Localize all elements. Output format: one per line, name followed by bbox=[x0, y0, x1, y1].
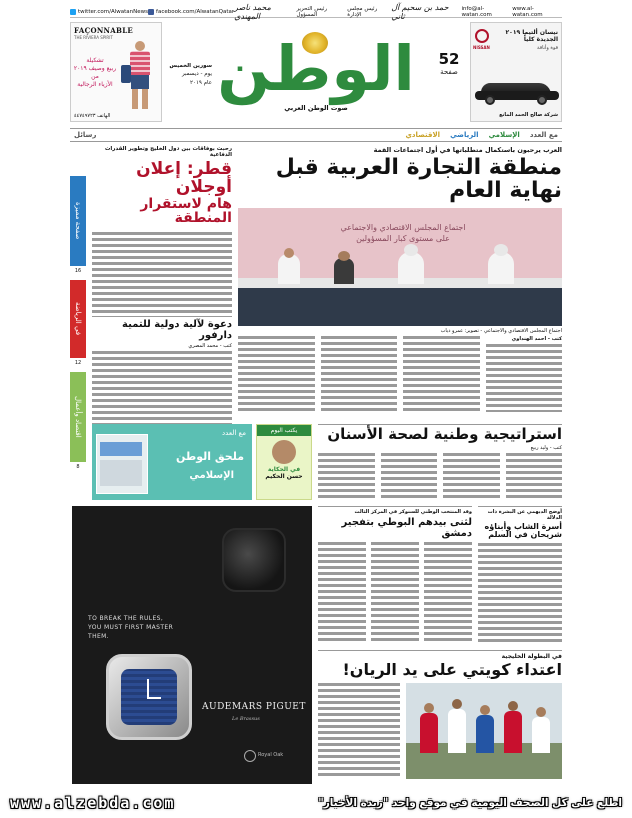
side-tabs bbox=[70, 176, 88, 506]
side-tab-sports[interactable]: في الرياضة bbox=[70, 280, 86, 358]
edition-box: سورين الخميس يوم - ديسمبر عام ٢٠١٩ bbox=[169, 63, 212, 86]
writer-name: حسن الحكيم bbox=[265, 473, 303, 480]
side-story-headline-2: هام لاستقرار المنطقة bbox=[140, 195, 232, 227]
side-story-kicker: رحبت بوفاقات بين دول الخليج وتطوير القدرات الدفاعية bbox=[104, 146, 232, 158]
main-story-byline: كتب - أحمد الهنداوي bbox=[511, 336, 562, 343]
audemars-piguet-ad[interactable] bbox=[72, 506, 312, 784]
pages-label: صفحة bbox=[440, 68, 458, 76]
nissan-footer: شركة صالح الحمد المانع bbox=[499, 112, 558, 118]
nav-label: مع العدد bbox=[529, 131, 558, 139]
main-story-headline: منطقة التجارة العربية قبل نهاية العام bbox=[275, 155, 562, 204]
ad-slogan: TO BREAK THE RULES, YOU MUST FIRST MASTER THEM. bbox=[88, 615, 174, 640]
abduct-story bbox=[478, 506, 562, 644]
faconnable-ad[interactable] bbox=[70, 22, 162, 122]
twitter-link[interactable]: twitter.com/AlwatanNews bbox=[70, 9, 148, 15]
abduct-kicker: أوضح الديهمي عن البشرة ذات الدلالة bbox=[487, 509, 562, 521]
main-story-kicker: العرب يرحبون باستكمال متطلباتها في أول اجتماعات القمة bbox=[373, 146, 562, 154]
facebook-icon bbox=[148, 9, 154, 15]
side-story bbox=[92, 146, 232, 436]
dealer-logo-icon bbox=[244, 750, 256, 762]
side-story-byline: كتب - محمد المصري bbox=[188, 343, 232, 350]
footer-website[interactable]: www.alzebda.com bbox=[10, 794, 176, 812]
main-story bbox=[238, 146, 562, 416]
watch-photo bbox=[106, 654, 192, 740]
sports-photo bbox=[406, 683, 562, 779]
islamic-title: ملحق الوطن bbox=[175, 450, 244, 463]
dental-story bbox=[318, 424, 562, 500]
ad-brand-location: Le Brassus bbox=[232, 716, 260, 722]
nissan-logo-icon bbox=[475, 29, 489, 43]
writer-label: يكتب اليوم bbox=[257, 425, 311, 436]
ad-brand: FAÇONNABLE bbox=[74, 26, 134, 35]
dental-headline: استراتيجية وطنية لصحة الأسنان bbox=[327, 425, 562, 443]
nav-letters[interactable]: رسائل bbox=[74, 131, 97, 139]
nissan-ad[interactable] bbox=[470, 22, 562, 122]
sports-kicker: في البطولة الخليجية bbox=[501, 653, 562, 660]
side-tab-featured-page: 16 bbox=[74, 268, 82, 274]
founder-name: حمد بن سحيم آل ثاني bbox=[391, 2, 449, 21]
dental-byline: كتب - وليد ربيع bbox=[530, 444, 562, 451]
website-link[interactable]: www.al-watan.com bbox=[512, 5, 543, 18]
ad-phone: الهاتف ٤٤٧٤٩٧٢٣ bbox=[74, 113, 111, 119]
watch-dark-icon bbox=[222, 528, 286, 592]
pages-count: 52 bbox=[438, 50, 460, 68]
editor-label: رئيس التحرير المسؤول bbox=[296, 5, 328, 18]
main-story-body bbox=[238, 336, 562, 412]
writer-promo[interactable] bbox=[256, 424, 312, 500]
facebook-link[interactable]: facebook.com/AlwatanQatar bbox=[148, 9, 234, 15]
email-link[interactable]: info@al-watan.com bbox=[461, 5, 492, 18]
twitter-icon bbox=[70, 9, 76, 15]
sports-headline: اعتداء كويتي على يد الريان! bbox=[342, 660, 562, 679]
conference-photo bbox=[238, 208, 562, 326]
abduct-headline: أسرة الشاب وأبناؤه bbox=[484, 522, 562, 531]
writer-photo bbox=[272, 440, 296, 464]
side-tab-featured[interactable]: صفحة مميزة bbox=[70, 176, 86, 266]
footer-banner bbox=[0, 790, 632, 816]
islamic-sub: الإسلامي bbox=[189, 470, 234, 481]
car-photo bbox=[475, 79, 559, 105]
logo bbox=[206, 32, 426, 112]
logo-title: الوطن bbox=[217, 32, 415, 105]
footer-message: اطلع على كل الصحف اليومية في موقع واحد "زبدة الأخبار" bbox=[318, 797, 622, 809]
loss-story bbox=[318, 506, 472, 644]
ad-brand-sub: THE RIVIERA SPIRIT bbox=[74, 35, 113, 40]
nissan-sub: قوة وأناقة bbox=[537, 45, 558, 51]
logo-tagline: صوت الوطن العربي bbox=[284, 104, 348, 112]
pages-count-box bbox=[432, 50, 466, 76]
ad-dealer: Royal Oak bbox=[258, 752, 284, 758]
nav-islamic[interactable]: الإسلامي bbox=[488, 131, 520, 139]
islamic-supplement-promo[interactable] bbox=[92, 424, 252, 500]
side-tab-economy[interactable]: اقتصاد وأعمال bbox=[70, 372, 86, 462]
ad-brand-name: AUDEMARS PIGUET bbox=[202, 702, 306, 712]
photo-caption: اجتماع المجلس الاقتصادي والاجتماعي - تصوير: عمرو دياب bbox=[440, 328, 562, 335]
side-story-headline-1: قطر: إعلان أوجلان bbox=[136, 159, 232, 197]
loss-kicker: وقد المنتخب الوطني للسنوكر في المركز الثالث bbox=[354, 509, 472, 515]
nissan-headline: نيسان ألتيما ٢٠١٩ الجديدة كلياً bbox=[505, 29, 558, 43]
nav-economy[interactable]: الاقتصادي bbox=[405, 131, 441, 139]
nissan-brand: NISSAN bbox=[473, 45, 490, 50]
sports-story bbox=[318, 650, 562, 786]
promo-strip bbox=[92, 424, 312, 500]
top-bar bbox=[70, 2, 562, 21]
signature: محمد ناصر المهندي bbox=[234, 2, 271, 21]
nav-strip bbox=[70, 128, 562, 142]
islamic-label: مع العدد bbox=[222, 429, 246, 437]
side-tab-economy-page: 8 bbox=[76, 464, 80, 470]
nav-sports[interactable]: الرياضي bbox=[450, 131, 479, 139]
writer-col: في الحكاية bbox=[267, 466, 301, 473]
chairman-label: رئيس مجلس الإدارة bbox=[347, 5, 378, 18]
side-tab-sports-page: 12 bbox=[74, 360, 82, 366]
side-story-headline-3: دعوة لآلية دولية للتمية دارفور bbox=[92, 316, 232, 341]
photo-banner: اجتماع المجلس الاقتصادي والاجتماعي على مستوى كبار المسؤولين bbox=[340, 223, 466, 244]
loss-headline: لثنى بيدهم البوطي بتفجير دمشق bbox=[341, 517, 472, 539]
side-story-body bbox=[92, 230, 232, 316]
masthead bbox=[166, 22, 466, 122]
model-photo bbox=[125, 41, 155, 115]
abduct-sub: شريحان في السلم bbox=[488, 530, 562, 540]
ad-promo: تشكيلة ربيع وصيف ٢٠١٩ من الأزياء الرجالية bbox=[73, 57, 117, 89]
